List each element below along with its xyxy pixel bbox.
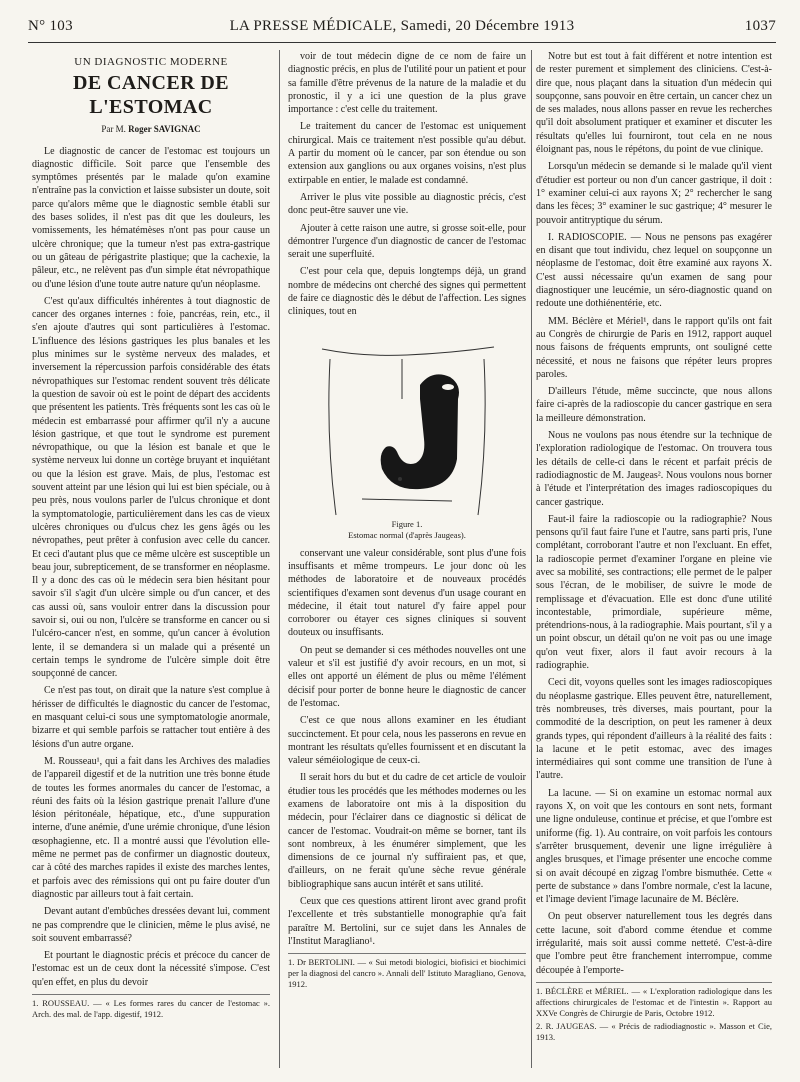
paragraph: conservant une valeur considérable, sont plus d'une fois insuffisants et même trompeurs. Le jour donc où les méthodes de laboratoire et de nouveaux procédés scientifiques d'examen sont devenus d'un usage courant en médecine, il était tout naturel d'y faire appel pour corroborer ou étayer ces signes cliniques si souvent douteux ou insuffisants. bbox=[288, 547, 526, 639]
paragraph: La lacune. — Si on examine un estomac normal aux rayons X, on voit que les contours en sont nets, formant une ligne onduleuse, continue et précise, et que l'ombre est uniforme (fig. 1). Au contraire, on voit parfois les contours s'arrêter brusquement, devenir une ligne irrégulière à angles brusques, et l'image présenter une encoche comme si on avait découpé en zigzag l'ombre bismuthée. Cette « perte de substance » dans l'ombre normale, c'est la lacune, et l'image devient l'image lacunaire de M. Béclère. bbox=[536, 787, 772, 906]
page-header bbox=[28, 18, 776, 42]
article-kicker: UN DIAGNOSTIC MODERNE bbox=[74, 56, 228, 68]
paragraph: Nous ne voulons pas nous étendre sur la technique de l'exploration radiologique de l'estomac. On trouvera tous les détails de celle-ci dans le récent et parfait précis de radiodiagnostic de M. Jaugeas². Nous voulons nous borner à l'étude et l'interprétation des images radioscopiques du cancer gastrique. bbox=[536, 430, 772, 508]
paragraph: C'est qu'aux difficultés inhérentes à tout diagnostic de cancer des organes internes : foie, pancréas, rein, etc., il s'en ajoute d'autres qui sont particulières à l'estomac. L'influence des lésions gastriques les plus banales et les plus minimes sur le système nerveux des malades, et inversement la répercussion parfois considérable des états névropathiques sur l'estomac rendent souvent très délicate la question de savoir où est le point de départ des accidents que présentent les patients. Très fréquents sont les cas où le médecin est embarrassé pour affirmer qu'il n'y a aucune lésion gastrique, et que tout le syndrome est purement névropathique, ou que la lésion est banale et que le système nerveux lui donne un cortège bruyant et inquiétant ou que la lésion est grave. Mais, de plus, l'estomac est souvent atteint par une lésion qui lui est bien spéciale, ou à peu près, nous voulons parler de l'ulcus chronique et dont la symptomatologie, particulièrement dans les cas de vieux ulcères chroniques ou d'ulcus chez les gens âgés ou les névropathes, peut prêter à confusion avec celle du cancer. Et ceci d'autant plus que ce même ulcère est susceptible un beau jour, subrepticement, de se transformer en néoplasme. Il y a donc des cas où le médecin sera bien hésitant pour savoir s'il s'agit d'un ulcère simple ou d'un cancer, et des cas aussi où, sans vouloir entrer dans la discussion pour savoir si, oui ou non, l'ulcère se transforme en cancer ou si l'ulcéro-cancer n'est, en somme, qu'un cancer à évolution lente, il se demandera si un malade qui a présenté un certain temps le syndrome de l'ulcère simple doit être soupçonné de cancer. bbox=[32, 295, 270, 680]
paragraph: Il serait hors du but et du cadre de cet article de vouloir étudier tous les procédés que les méthodes modernes ou les examens de laboratoire ont mis à la disposition du médecin, pour l'éclairer dans ce diagnostic si délicat de cancer de l'estomac. Voudrait-on même se borner, tant ils sont nombreux, à les énumérer simplement, que les dimensions de ce journal n'y suffiraient pas, et que, d'ailleurs, on ne ferait qu'une sèche revue générale bibliographique sans aucun intérêt et sans utilité. bbox=[288, 772, 526, 890]
paragraph: D'ailleurs l'étude, même succincte, que nous allons faire ci-après de la radioscopie du cancer gastrique en sera la meilleure démonstration. bbox=[536, 386, 772, 424]
paragraph: Ce n'est pas tout, on dirait que la nature s'est complue à hérisser de difficultés le diagnostic du cancer de l'estomac, en masquant celui-ci sous une symptomatologie anormale, bizarre et qui semble parfois se rattacher tout entière à des lésions d'un autre organe. bbox=[32, 685, 270, 750]
author-name: Roger SAVIGNAC bbox=[128, 124, 201, 135]
column-divider bbox=[279, 50, 280, 1068]
paragraph: Lorsqu'un médecin se demande si le malade qu'il vient d'étudier est porteur ou non d'un cancer gastrique, il doit : 1° examiner celui-ci aux rayons X; 2° rechercher le sang dans les fèces; 3° examiner le suc gastrique; 4° mesurer le pouvoir antitryptique du sérum. bbox=[536, 161, 772, 226]
paragraph: Le traitement du cancer de l'estomac est uniquement chirurgical. Mais ce traitement n'est possible qu'au début. A partir du moment où le cancer, par son étendue ou son extension aux ganglions ou aux organes voisins, n'est plus extirpable en entier, le malade est condamné. bbox=[288, 121, 526, 186]
figure-label: Figure 1. bbox=[391, 518, 423, 529]
column-divider bbox=[531, 50, 532, 1068]
paragraph: Devant autant d'embûches dressées devant lui, comment ne pas comprendre que le clinicien, même le plus avisé, ne soit souvent embarrassé? bbox=[32, 906, 270, 944]
figure-caption: Estomac normal (d'après Jaugeas). bbox=[348, 529, 466, 540]
footnote: 2. R. JAUGEAS. — « Précis de radiodiagnostic ». Masson et Cie, 1913. bbox=[536, 1020, 772, 1042]
footnotes bbox=[536, 982, 772, 1043]
paragraph: Faut-il faire la radioscopie ou la radiographie? Nous pensons qu'il faut faire l'une et l'autre, sans parti pris, l'une complétant, corroborant l'autre et non l'excluant. En effet, la radioscopie permet d'examiner l'organe en pleine vie avec sa mobilité, ses contractions; elle permet de le palper sous l'écran, de le mobiliser, de suivre le mode de remplissage et d'évacuation. Elle est donc d'une utilité incontestable, primordiale, supérieure même, prétendrions-nous, à la radiographie. Mais pourtant, s'il y a un point obscur, un détail qu'on ne voit pas ou une image qu'on veut fixer, alors il faut avoir recours à la radiographie. bbox=[536, 513, 772, 672]
paragraph: On peut observer naturellement tous les degrés dans cette lacune, soit d'abord comme étendue et comme irrégularité, mais soit aussi comme netteté. C'est-à-dire que l'ombre peut être franchement interrompue, comme découpée à l'emporte- bbox=[536, 911, 772, 976]
footnote: 1. ROUSSEAU. — « Les formes rares du cancer de l'estomac ». Arch. des mal. de l'app. digestif, 1912. bbox=[32, 994, 270, 1020]
column-1 bbox=[32, 50, 270, 1068]
paragraph: I. RADIOSCOPIE. — Nous ne pensons pas exagérer en disant que tout individu, chez lequel on soupçonne un néoplasme de l'estomac, doit être examiné aux rayons X. C'est aussi nécessaire qu'un examen de sang pour diagnostiquer une leucémie, un séro-diagnostic quand on redoute une dothiénentérie, etc. bbox=[536, 231, 772, 310]
paragraph: Ceux que ces questions attirent liront avec grand profit l'excellente et très substantielle monographie qu'a fait paraître M. Bertolini, sur ce sujet dans les Annales de l'Institut Maragliano¹. bbox=[288, 896, 526, 947]
article-title: DE CANCER DE L'ESTOMAC bbox=[73, 72, 229, 119]
paragraph: C'est pour cela que, depuis longtemps déjà, un grand nombre de médecins ont cherché des signes qui permettent de faire ce diagnostic dès le début de l'affection. Les signes cliniques, tout en bbox=[288, 266, 526, 318]
page-number: 1037 bbox=[744, 18, 776, 34]
stomach-radiograph-illustration bbox=[302, 329, 512, 519]
column-3 bbox=[536, 50, 772, 1068]
column-2 bbox=[288, 50, 526, 1068]
byline-prefix: Par M. bbox=[101, 124, 126, 135]
paragraph: voir de tout médecin digne de ce nom de faire un diagnostic précis, en plus de l'utilité pour un patient et pour sa famille d'être prévenus de la nature de la maladie et du pronostic, il y a ici une question de la plus grave importance : c'est celle du traitement. bbox=[288, 51, 526, 116]
paragraph: Et pourtant le diagnostic précis et précoce du cancer de l'estomac est un de ceux dont la nécessité s'impose. C'est qu'en effet, en plus du devoir bbox=[32, 950, 270, 988]
paragraph: Arriver le plus vite possible au diagnostic précis, c'est donc peut-être sauver une vie. bbox=[288, 191, 526, 217]
footnote: 1. BÉCLÈRE et MÉRIEL. — « L'exploration radiologique dans les affections chirurgicales de l'estomac et de l'intestin ». Rapport au XXVe Congrès de Chirurgie de Paris, Octobre 1912. bbox=[536, 985, 772, 1018]
paragraph: Ceci dit, voyons quelles sont les images radioscopiques du néoplasme gastrique. Elles peuvent être, naturellement, très nombreuses, très diverses, mais pourtant, pour la commodité de la description, on peut les ramener à deux grands types, qui répondent d'ailleurs à la réalité des faits : la lacune et le petit estomac, avec des images intermédiaires qui sont comme une transition de l'une à l'autre. bbox=[536, 677, 772, 782]
paragraph: Notre but est tout à fait différent et notre intention est de rester purement et simplement des cliniciens. C'est-à-dire que, nous plaçant dans la situation d'un médecin qui soupçonne, sans pouvoir en être certain, un cancer chez un de ses malades, nous allons passer en revue les recherches qu'il doit absolument pratiquer et examiner et discuter les résultats qu'elles lui fourniront, tout cela en ne nous éloignant pas, nous le répétons, du point de vue clinique. bbox=[536, 51, 772, 156]
paragraph: MM. Béclère et Mériel¹, dans le rapport qu'ils ont fait au Congrès de chirurgie de Paris en 1912, rapport auquel nous faisons de fréquents emprunts, ont souligné cette nécessité, et nous ne faisons que répéter leurs propres paroles. bbox=[536, 315, 772, 380]
figure-1 bbox=[288, 329, 526, 541]
header-rule bbox=[28, 42, 776, 43]
paragraph: Le diagnostic de cancer de l'estomac est toujours un diagnostic difficile. Soit parce que l'ensemble des symptômes présentés par le malade qu'on examine n'entraîne pas la conviction et laisse subsister un doute, soit parce qu'alors même que le diagnostic semble établi sur des bases solides, il n'est pas dit que les douleurs, les vomissements, les hématémèses n'ont pas pour cause un ulcère chronique; que la tumeur n'est pas extra-gastrique ou un gâteau de périgastrite plastique; que la cachexie, la pâleur, etc., ne relèvent pas d'un simple état névropathique ou d'une lésion d'une toute autre nature qu'un néoplasme. bbox=[32, 145, 270, 290]
paragraph: Ajouter à cette raison une autre, si grosse soit-elle, pour démontrer l'urgence d'un diagnostic de cancer de l'estomac serait une superfluité. bbox=[288, 222, 526, 261]
paragraph: C'est ce que nous allons examiner en les étudiant succinctement. Et pour cela, nous les passerons en revue en montrant les résultats qu'elles fournissent et en discutant la valeur séméiologique de ceux-ci. bbox=[288, 715, 526, 767]
footnote: 1. Dr BERTOLINI. — « Sui metodi biologici, biofisici et biochimici per la diagnosi del cancro ». Annali dell' Istituto Maragliano, Genova, 1912. bbox=[288, 953, 526, 990]
paragraph: On peut se demander si ces méthodes nouvelles ont une valeur et s'il est justifié d'y avoir recours, en un mot, si elles ont apporté un élément de plus ou même l'élément décisif pour porter de bonne heure le diagnostic de cancer de l'estomac. bbox=[288, 644, 526, 709]
journal-title: LA PRESSE MÉDICALE, Samedi, 20 Décembre 1913 bbox=[229, 18, 575, 34]
issue-number: N° 103 bbox=[28, 18, 73, 34]
article-byline bbox=[32, 123, 270, 136]
paragraph: M. Rousseau¹, qui a fait dans les Archives des maladies de l'appareil digestif et de la nutrition une très bonne étude de toutes les formes anormales du cancer de l'estomac, a réuni des faits où la lésion gastrique prenait l'allure d'une lésion péritonéale, hépatique, etc., d'une suppuration interne, d'une anémie, d'une urémie chronique, d'une lésion œsophagienne, etc. Il a montré aussi que l'évolution elle-même ne permet pas de confirmer un diagnostic douteux, car à côté des marches rapides il existe des marches lentes, et parfois avec des rémissions qui ont pu faire douter d'un diagnostic par ailleurs tout à fait certain. bbox=[32, 755, 270, 900]
